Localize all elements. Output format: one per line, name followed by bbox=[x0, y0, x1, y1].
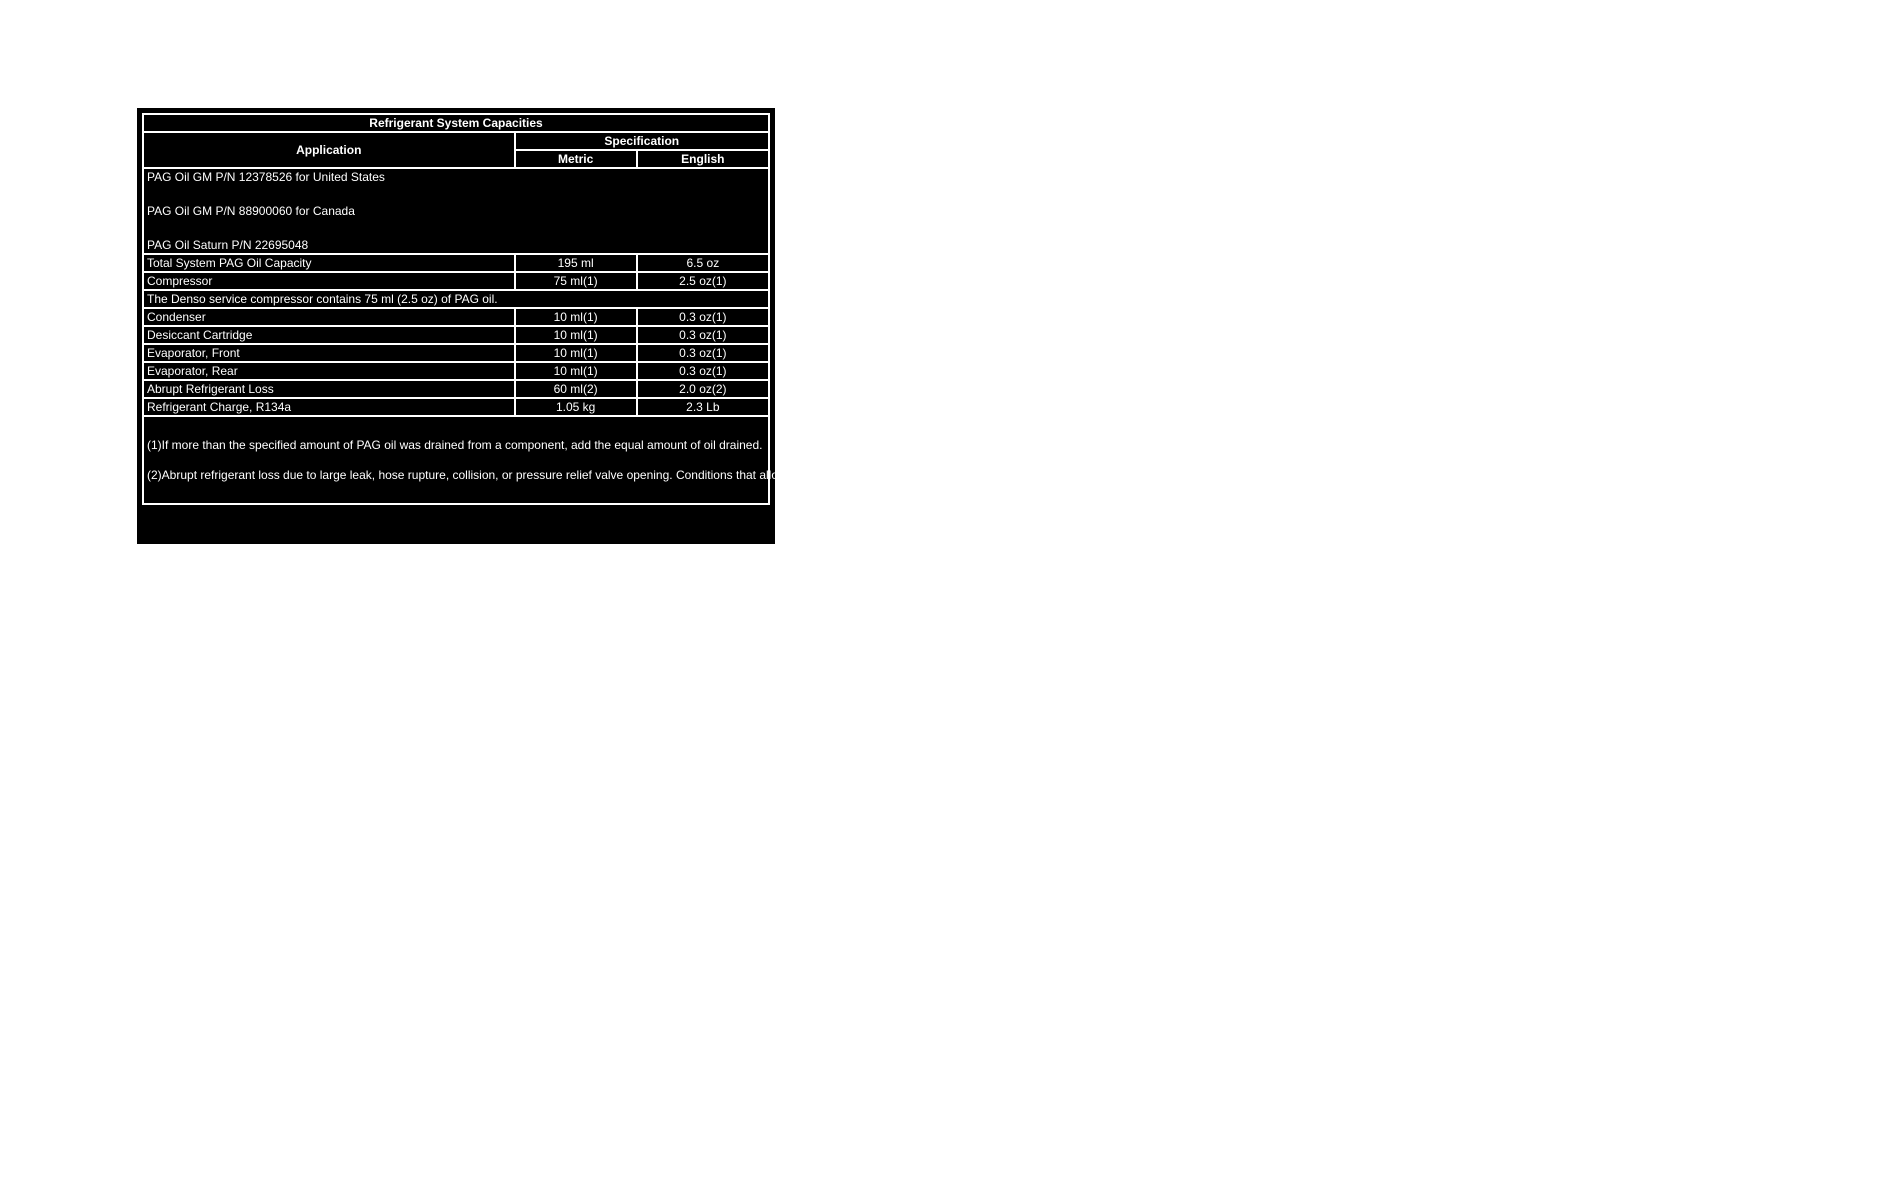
part-numbers-row bbox=[143, 168, 769, 254]
metric-cell: 10 ml(1) bbox=[515, 344, 637, 362]
metric-cell: 10 ml(1) bbox=[515, 362, 637, 380]
compressor-note: The Denso service compressor contains 75 ml (2.5 oz) of PAG oil. bbox=[143, 290, 769, 308]
application-cell: Total System PAG Oil Capacity bbox=[143, 254, 515, 272]
english-cell: 6.5 oz bbox=[637, 254, 769, 272]
english-cell: 2.5 oz(1) bbox=[637, 272, 769, 290]
metric-header: Metric bbox=[515, 150, 637, 168]
footnotes-row bbox=[143, 416, 769, 504]
english-header: English bbox=[637, 150, 769, 168]
application-cell: Evaporator, Front bbox=[143, 344, 515, 362]
english-cell: 2.0 oz(2) bbox=[637, 380, 769, 398]
application-header: Application bbox=[143, 132, 515, 168]
refrigerant-capacities-table bbox=[142, 113, 1884, 505]
refrigerant-capacities-figure bbox=[137, 108, 1884, 544]
part-numbers-cell bbox=[143, 168, 769, 254]
application-cell: Condenser bbox=[143, 308, 515, 326]
application-cell: Compressor bbox=[143, 272, 515, 290]
table-row bbox=[143, 254, 769, 272]
table-title: Refrigerant System Capacities bbox=[143, 114, 769, 132]
header-row-1 bbox=[143, 132, 769, 150]
table-row bbox=[143, 380, 769, 398]
specification-header: Specification bbox=[515, 132, 769, 150]
table-row bbox=[143, 362, 769, 380]
footnotes-cell bbox=[143, 416, 1884, 504]
table-row bbox=[143, 308, 769, 326]
english-cell: 0.3 oz(1) bbox=[637, 362, 769, 380]
table-row bbox=[143, 326, 769, 344]
compressor-note-row bbox=[143, 290, 769, 308]
table-title-row bbox=[143, 114, 769, 132]
table-row bbox=[143, 272, 769, 290]
part-number-canada: PAG Oil GM P/N 88900060 for Canada bbox=[147, 204, 355, 218]
application-cell: Evaporator, Rear bbox=[143, 362, 515, 380]
english-cell: 0.3 oz(1) bbox=[637, 344, 769, 362]
english-cell: 0.3 oz(1) bbox=[637, 326, 769, 344]
metric-cell: 60 ml(2) bbox=[515, 380, 637, 398]
english-cell: 2.3 Lb bbox=[637, 398, 769, 416]
metric-cell: 10 ml(1) bbox=[515, 326, 637, 344]
part-number-saturn: PAG Oil Saturn P/N 22695048 bbox=[147, 238, 309, 252]
footnote-1: (1)If more than the specified amount of PAG oil was drained from a component, add the equal amount of oil drained. bbox=[147, 438, 763, 452]
metric-cell: 1.05 kg bbox=[515, 398, 637, 416]
english-cell: 0.3 oz(1) bbox=[637, 308, 769, 326]
application-cell: Refrigerant Charge, R134a bbox=[143, 398, 515, 416]
metric-cell: 195 ml bbox=[515, 254, 637, 272]
part-number-us: PAG Oil GM P/N 12378526 for United States bbox=[147, 170, 385, 184]
metric-cell: 10 ml(1) bbox=[515, 308, 637, 326]
metric-cell: 75 ml(1) bbox=[515, 272, 637, 290]
application-cell: Desiccant Cartridge bbox=[143, 326, 515, 344]
table-row bbox=[143, 344, 769, 362]
application-cell: Abrupt Refrigerant Loss bbox=[143, 380, 515, 398]
footnote-2: (2)Abrupt refrigerant loss due to large leak, hose rupture, collision, or pressure relief valve opening. Conditions that allow the refrigerant to seep or bleed off over time do not cause this oil loss. Upon replacement of a component that caused a large refrigerant loss, also add the required amount of oil for the particular component. bbox=[147, 468, 1884, 482]
table-row bbox=[143, 398, 769, 416]
